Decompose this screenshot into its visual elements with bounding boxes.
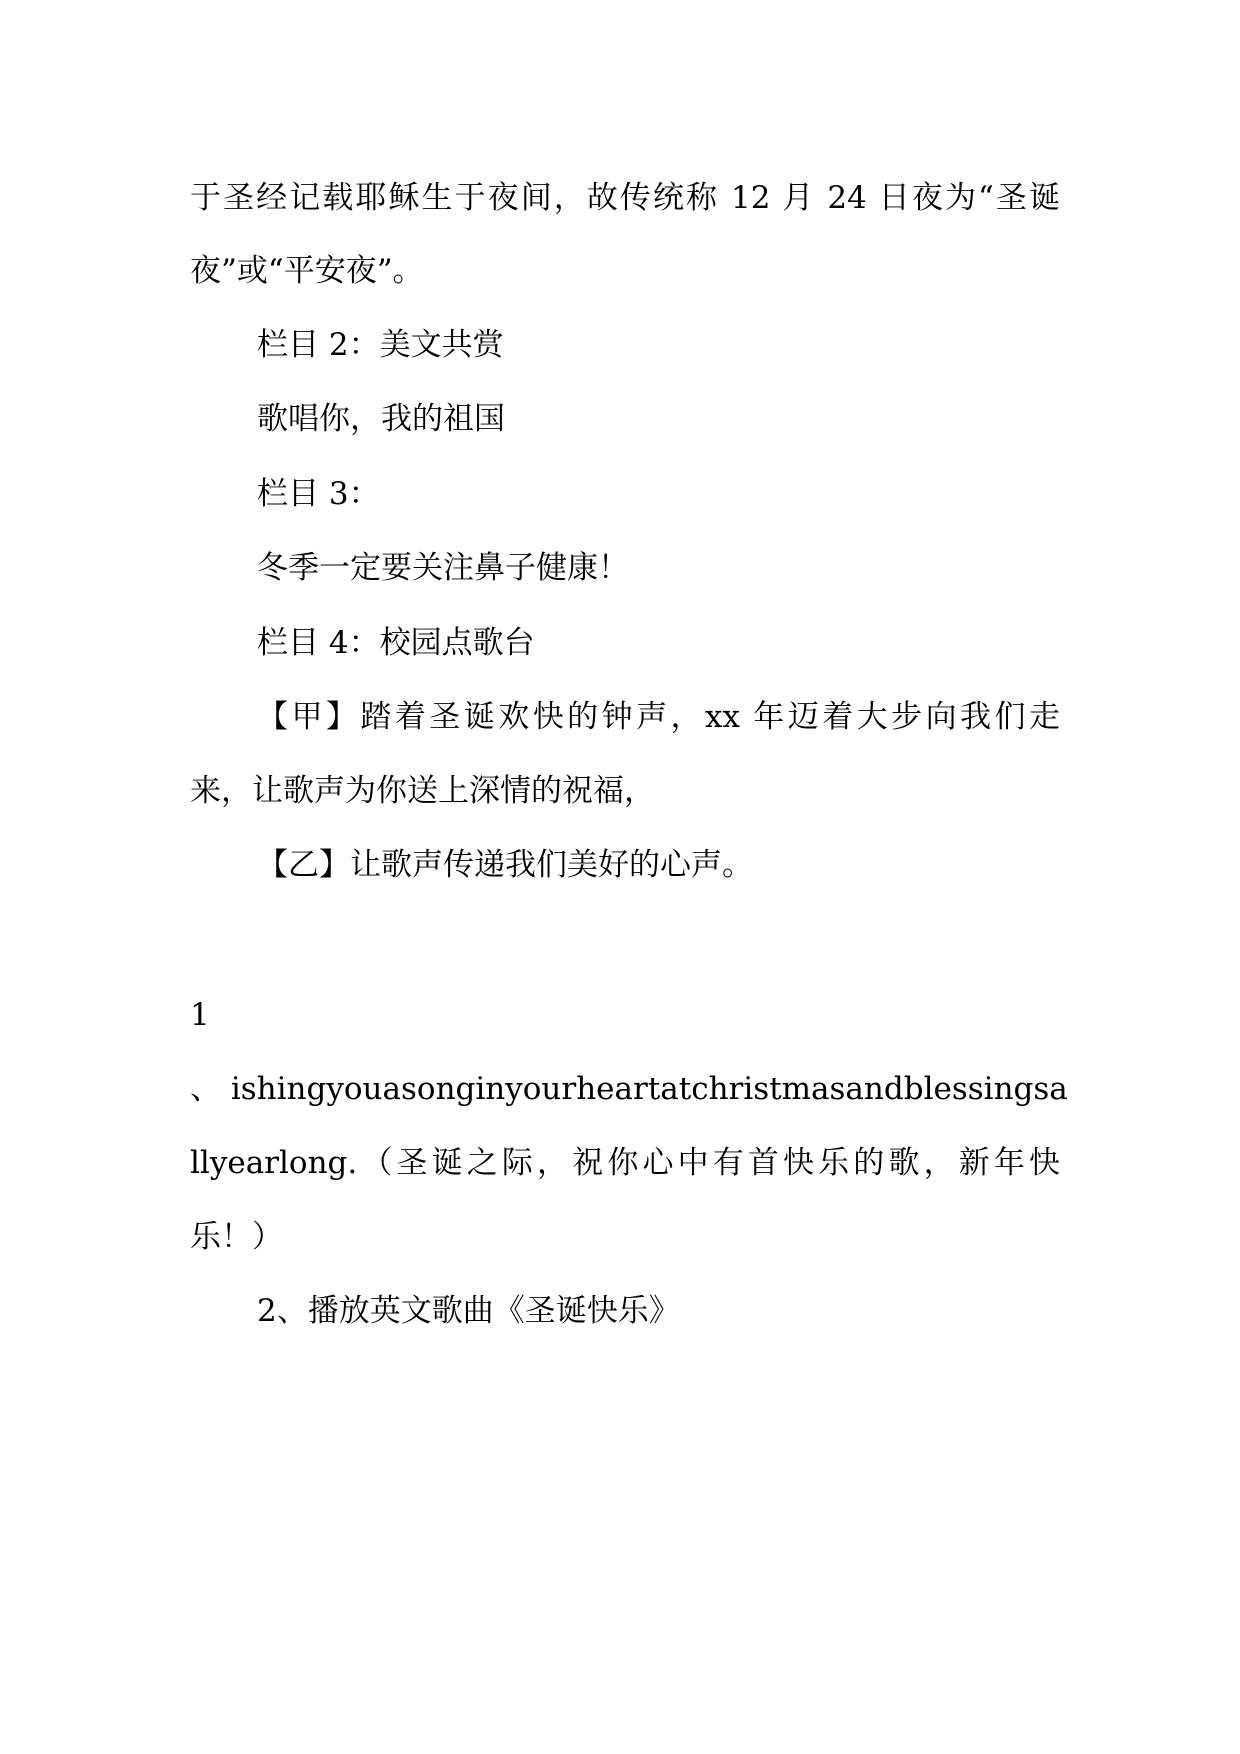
section-3-text: 冬季一定要关注鼻子健康！ [257, 550, 629, 586]
dialogue-a-line-1: 【甲】踏着圣诞欢快的钟声，xx 年迈着大步向我们走 [257, 699, 1060, 735]
section-2-text: 歌唱你，我的祖国 [257, 401, 505, 437]
paragraph-line-1: 于圣经记载耶稣生于夜间，故传统称 12 月 24 日夜为“圣诞 [190, 180, 1060, 216]
paragraph-line-2: 夜”或“平安夜”。 [190, 253, 424, 289]
item-1-number: 1 [190, 997, 210, 1033]
item-1-line-3: 乐！） [190, 1219, 283, 1255]
item-1-line-1: 、 ishingyouasonginyourheartatchristmasandblessingsa [190, 1071, 1068, 1107]
section-3-title: 栏目 3： [257, 476, 380, 512]
section-4-title: 栏目 4：校园点歌台 [257, 625, 535, 661]
section-2-title: 栏目 2：美文共赏 [257, 327, 504, 363]
dialogue-b: 【乙】让歌声传递我们美好的心声。 [257, 847, 753, 883]
item-1-line-2: llyearlong.（圣诞之际，祝你心中有首快乐的歌，新年快 [190, 1145, 1060, 1181]
item-2: 2、播放英文歌曲《圣诞快乐》 [257, 1293, 680, 1329]
dialogue-a-line-2: 来，让歌声为你送上深情的祝福， [190, 773, 655, 809]
